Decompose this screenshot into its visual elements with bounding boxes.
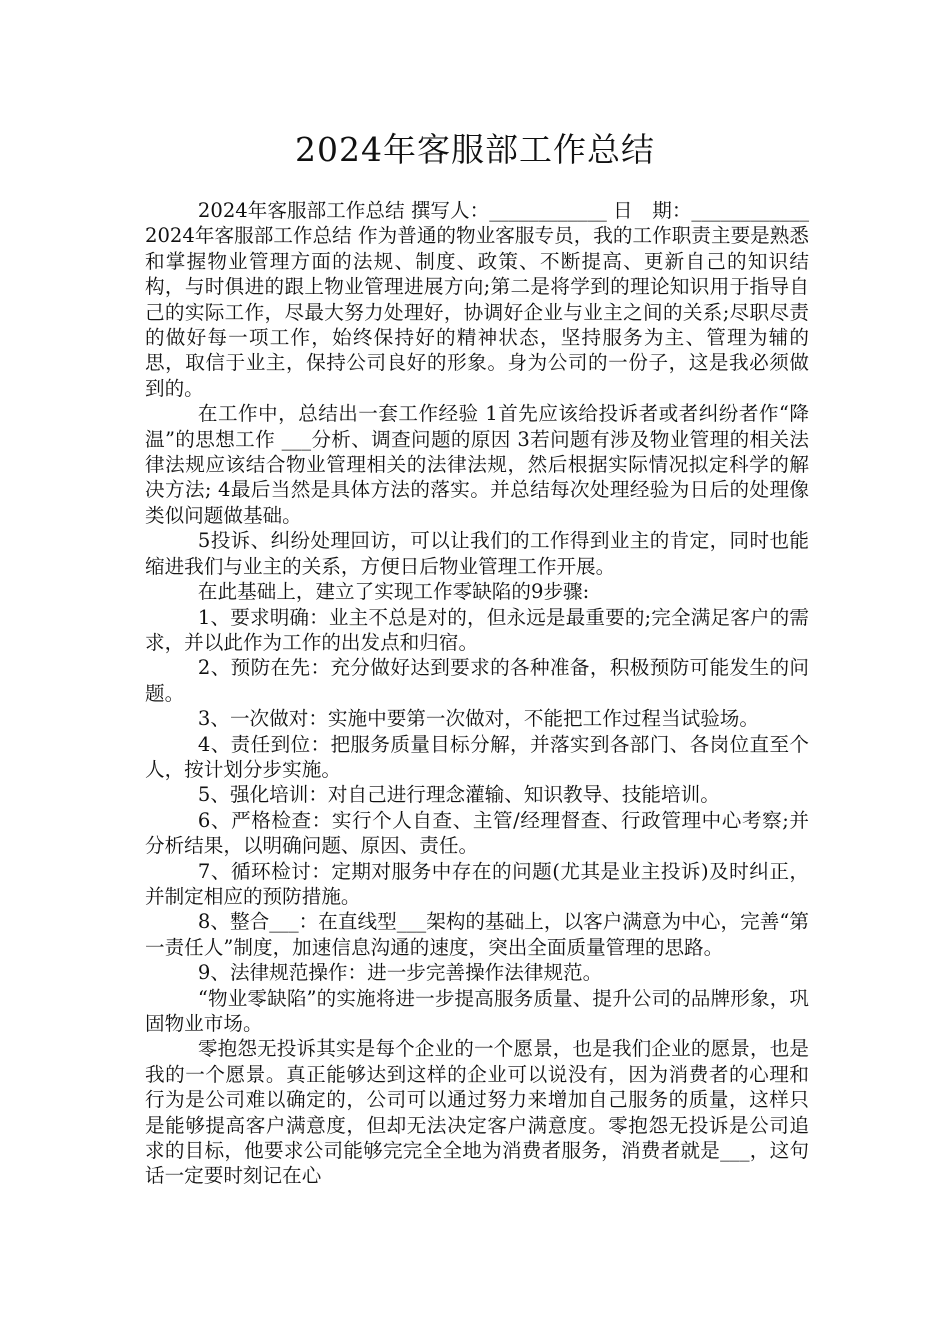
paragraph-step-7: 7、循环检讨：定期对服务中存在的问题(尤其是业主投诉)及时纠正，并制定相应的预防措施。 xyxy=(145,859,809,908)
paragraph-step-8: 8、整合___：在直线型___架构的基础上，以客户满意为中心，完善“第一责任人”制度，加速信息沟通的速度，突出全面质量管理的思路。 xyxy=(145,910,809,959)
document-body xyxy=(145,198,809,1189)
paragraph-step-9: 9、法律规范操作：进一步完善操作法律规范。 xyxy=(197,961,603,985)
paragraph-step-3: 3、一次做对：实施中要第一次做对，不能把工作过程当试验场。 xyxy=(197,707,759,731)
paragraph-step-5: 5、强化培训：对自己进行理念灌输、知识教导、技能培训。 xyxy=(197,783,720,807)
paragraph-followup: 5投诉、纠纷处理回访，可以让我们的工作得到业主的肯定，同时也能缩进我们与业主的关系，方便日后物业管理工作开展。 xyxy=(145,529,809,578)
paragraph-step-1: 1、要求明确：业主不总是对的，但永远是最重要的;完全满足客户的需求，并以此作为工作的出发点和归宿。 xyxy=(145,605,809,654)
paragraph-step-4: 4、责任到位：把服务质量目标分解，并落实到各部门、各岗位直至个人，按计划分步实施。 xyxy=(145,732,809,781)
paragraph-zero-complaint: 零抱怨无投诉其实是每个企业的一个愿景，也是我们企业的愿景，也是我的一个愿景。真正能够达到这样的企业可以说没有，因为消费者的心理和行为是公司难以确定的，公司可以通过努力来增加自己服务的质量，这样只是能够提高客户满意度，但却无法决定客户满意度。零抱怨无投诉是公司追求的目标，他要求公司能够完完全全地为消费者服务，消费者就是___，这句话一定要时刻记在心 xyxy=(145,1037,809,1188)
paragraph-intro: 2024年客服部工作总结 撰写人：____________ 日 期：____________ 2024年客服部工作总结 作为普通的物业客服专员，我的工作职责主要是熟悉和掌握物业管理方面的法规、制度、政策、不断提高、更新自己的知识结构，与时俱进的跟上物业管理进展方向;第二是将学到的理论知识用于指导自己的实际工作，尽最大努力处理好，协调好企业与业主之间的关系;尽职尽责的做好每一项工作，始终保持好的精神状态，坚持服务为主、管理为辅的思，取信于业主，保持公司良好的形象。身为公司的一份子，这是我必须做到的。 xyxy=(145,199,809,400)
paragraph-experience: 在工作中，总结出一套工作经验 1首先应该给投诉者或者纠纷者作“降温”的思想工作 ___分析、调查问题的原因 3若问题有涉及物业管理的相关法律法规应该结合物业管理相关的法律法规，然后根据实际情况拟定科学的解决方法; 4最后当然是具体方法的落实。并总结每次处理经验为日后的处理像类似问题做基础。 xyxy=(145,402,809,527)
document-title: 2024年客服部工作总结 xyxy=(295,130,655,169)
paragraph-zero-defect: “物业零缺陷”的实施将进一步提高服务质量、提升公司的品牌形象，巩固物业市场。 xyxy=(145,986,809,1035)
paragraph-step-2: 2、预防在先：充分做好达到要求的各种准备，积极预防可能发生的问题。 xyxy=(145,656,809,705)
paragraph-nine-steps-intro: 在此基础上，建立了实现工作零缺陷的9步骤: xyxy=(197,580,590,604)
paragraph-step-6: 6、严格检查：实行个人自查、主管/经理督查、行政管理中心考察;并分析结果，以明确问题、原因、责任。 xyxy=(145,808,809,858)
